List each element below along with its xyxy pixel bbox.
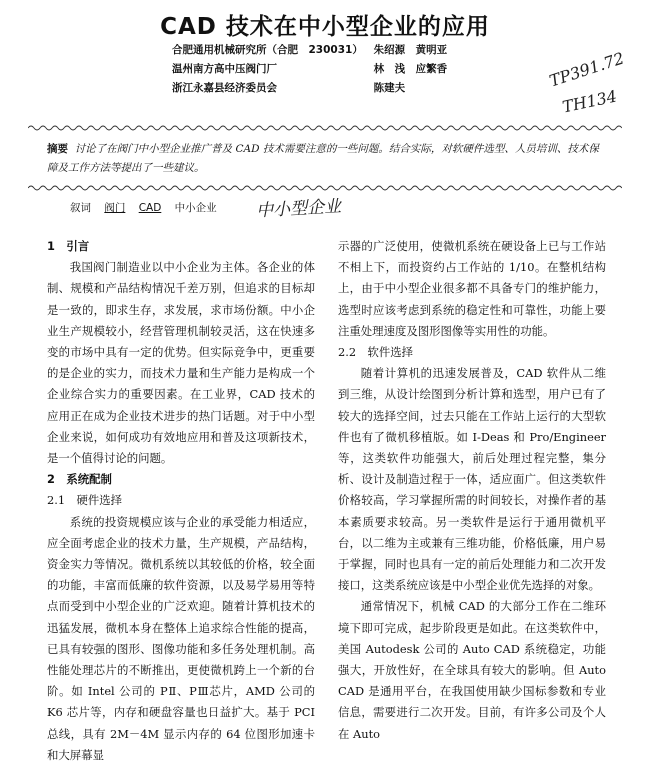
handwritten-class-code: TP391.72 (546, 48, 627, 91)
abstract-label: 摘要 (47, 143, 68, 155)
paragraph: 随着计算机的迅速发展普及，CAD 软件从二维到三维，从设计绘图到分析计算和选型，用户已有了较大的选择空间，过去只能在工作站上运行的大型软件也有了微机移植版。如 I-Deas 和 Pro/Engineer 等，这类软件功能强大，前后处理过程完整，集分析、设计及制造过程于一体，适应面广。但这类软件价格较高，学习掌握所需的时间较长，对操作者的基本素质要求较高。另一类软件是运行于通用微机平台，以二维为主或兼有三维功能，价格低廉，用户易于掌握，同时也具有一定的前后处理能力和二次开发接口，这类系统应该是中小型企业优先选择的对象。 (338, 366, 606, 593)
paragraph: 示器的广泛使用，使微机系统在硬设备上已与工作站不相上下，而投资约占工作站的 1/10。在整机结构上，由于中小型企业很多都不具备专门的维护能力，选型时应该考虑到系统的稳定性和可靠性，功能上要注重处理速度及图形图像等实用性的功能。 (338, 239, 606, 338)
affiliation-authors: 陈建夫 (373, 82, 406, 94)
subsection-heading: 2.1 硬件选择 (47, 493, 123, 508)
handwritten-note: 中小型企业 (255, 196, 342, 222)
abstract-text: 讨论了在阀门中小型企业推广普及 CAD 技术需要注意的一些问题。结合实际，对软硬件选型、人员培训、技术保障及工作方法等提出了一些建议。 (47, 143, 599, 174)
left-column (47, 236, 315, 766)
paper-title: CAD 技术在中小型企业的应用 (160, 14, 490, 40)
keywords (70, 200, 227, 215)
keyword: CAD (138, 202, 162, 214)
paragraph: 通常情况下，机械 CAD 的大部分工作在二维环境下即可完成，起步阶段更是如此。在这类软件中，美国 Autodesk 公司的 Auto CAD 系统稳定，功能强大，开放性好，在全球具有较大的影响。但 Auto CAD 是通用平台，在我国使用缺少国标参数和专业信息，需要进行二次开发。目前，有许多公司及个人在 Auto (338, 599, 606, 741)
wavy-divider (28, 124, 622, 132)
affiliation-org: 浙江永嘉县经济委员会 (172, 82, 277, 94)
keywords-label: 叙词 (70, 202, 91, 214)
subsection-heading: 2.2 软件选择 (338, 345, 414, 360)
handwritten-class-code: TH134 (560, 86, 619, 117)
affiliations (172, 41, 447, 98)
affiliation-row (172, 79, 447, 98)
right-column (338, 236, 606, 745)
paragraph: 系统的投资规模应该与企业的承受能力相适应，应全面考虑企业的技术力量，生产规模，产品结构，资金实力等情况。微机系统以其较低的价格，较全面的功能，丰富而低廉的软件资源，以及易学易用等特点而受到中小型企业的广泛欢迎。随着计算机技术的迅猛发展，微机本身在整体上追求综合性能的提高，已具有较强的图形、图像功能和多任务处理机制。高性能处理芯片的不断推出，更使微机跨上一个新的台阶。如 Intel 公司的 PⅡ、PⅢ芯片，AMD 公司的 K6 芯片等，内存和硬盘容量也日益扩大。基于 PCI 总线，具有 2M－4M 显示内存的 64 位图形加速卡和大屏幕显 (47, 514, 315, 762)
affiliation-authors: 朱绍源 黄明亚 (373, 44, 448, 56)
wavy-divider (28, 184, 622, 192)
affiliation-authors: 林 浅 应繁香 (373, 63, 448, 75)
affiliation-row (172, 60, 447, 79)
affiliation-row (172, 41, 447, 60)
abstract (47, 140, 607, 178)
affiliation-org: 合肥通用机械研究所（合肥 230031） (172, 44, 363, 56)
keyword: 中小企业 (174, 202, 217, 214)
affiliation-org: 温州南方高中压阀门厂 (172, 63, 277, 75)
keyword: 阀门 (104, 202, 126, 214)
paragraph: 我国阀门制造业以中小企业为主体。各企业的体制、规模和产品结构情况千差万别，但追求的目标却是一致的，即求生存，求发展，求市场份额。中小企业生产规模较小，经营管理机制较灵活，这在快速多变的市场中具有一定的优势。但实际竞争中，更重要的是企业的实力，而技术力量和生产能力是构成一个企业综合实力的重要因素。在工业界，CAD 技术的应用正在成为企业技术进步的热门话题。对于中小型企业来说，如何成功有效地应用和普及这项新技术，是一个值得讨论的问题。 (47, 260, 315, 466)
section-heading: 2 系统配制 (47, 472, 112, 487)
section-heading: 1 引言 (47, 239, 90, 253)
